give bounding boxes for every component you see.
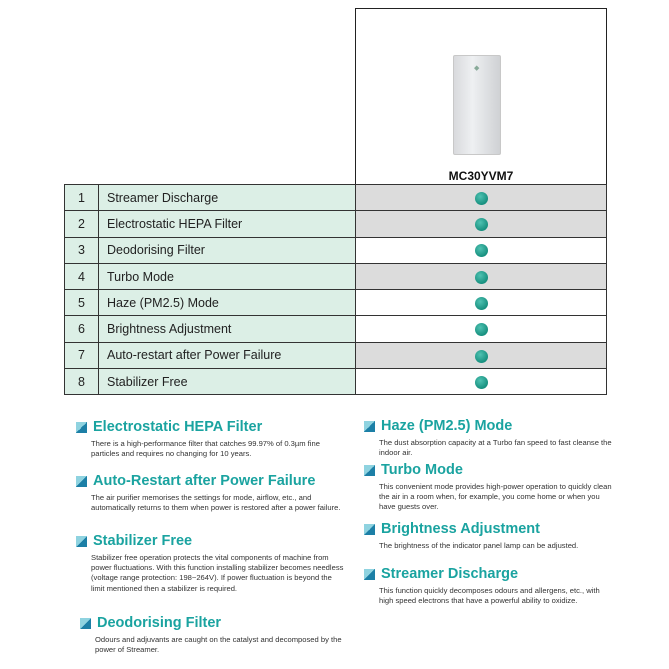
available-dot-icon xyxy=(475,192,488,205)
section-text: Stabilizer free operation protects the vital components of machine from power fluctuations. With this function installing stabilizer becomes needless (voltage range protection: 198~264V). If power fluctuation is beyond the limit mentioned then a stabilizer is required. xyxy=(91,553,344,593)
available-dot-icon xyxy=(475,350,488,363)
row-number: 1 xyxy=(65,185,99,211)
section-text: The dust absorption capacity at a Turbo fan speed to fast cleanse the indoor air. xyxy=(379,438,612,458)
feature-name: Deodorising Filter xyxy=(99,237,356,263)
row-number: 3 xyxy=(65,237,99,263)
availability-cell xyxy=(356,185,607,211)
table-row xyxy=(65,211,607,237)
section-heading xyxy=(364,462,614,478)
feature-name: Electrostatic HEPA Filter xyxy=(99,211,356,237)
section-title: Streamer Discharge xyxy=(381,566,519,582)
section-heading xyxy=(76,533,346,549)
table-row xyxy=(65,342,607,368)
row-number: 8 xyxy=(65,369,99,395)
table-row xyxy=(65,369,607,395)
row-number: 6 xyxy=(65,316,99,342)
feature-name: Haze (PM2.5) Mode xyxy=(99,290,356,316)
section-text: This function quickly decomposes odours and allergens, etc., with high speed electrons that have a powerful ability to oxidize. xyxy=(379,586,600,606)
square-bullet-icon xyxy=(364,421,375,432)
availability-cell xyxy=(356,369,607,395)
product-header xyxy=(355,8,607,185)
feature-name: Brightness Adjustment xyxy=(99,316,356,342)
row-number: 7 xyxy=(65,342,99,368)
table-row xyxy=(65,237,607,263)
section-title: Auto-Restart after Power Failure xyxy=(93,473,316,489)
section-heading xyxy=(76,473,346,489)
section-title: Electrostatic HEPA Filter xyxy=(93,419,263,435)
feature-section xyxy=(76,419,346,459)
row-number: 2 xyxy=(65,211,99,237)
section-title: Turbo Mode xyxy=(381,462,463,478)
feature-name: Stabilizer Free xyxy=(99,369,356,395)
air-purifier-image: ◆ xyxy=(453,55,501,155)
square-bullet-icon xyxy=(76,476,87,487)
available-dot-icon xyxy=(475,244,488,257)
table-row xyxy=(65,263,607,289)
section-text: The air purifier memorises the settings for mode, airflow, etc., and automatically returns to them when power is restored after a power failure. xyxy=(91,493,341,513)
feature-section xyxy=(76,473,346,513)
square-bullet-icon xyxy=(364,465,375,476)
section-text: Odours and adjuvants are caught on the catalyst and decomposed by the power of Streamer. xyxy=(95,635,342,655)
table-row xyxy=(65,290,607,316)
feature-name: Streamer Discharge xyxy=(99,185,356,211)
square-bullet-icon xyxy=(364,569,375,580)
table-row xyxy=(65,316,607,342)
section-text: There is a high-performance filter that catches 99.97% of 0.3µm fine particles and requires no changing for 10 years. xyxy=(91,439,320,459)
feature-name: Auto-restart after Power Failure xyxy=(99,342,356,368)
availability-cell xyxy=(356,263,607,289)
square-bullet-icon xyxy=(364,524,375,535)
available-dot-icon xyxy=(475,323,488,336)
row-number: 5 xyxy=(65,290,99,316)
feature-section xyxy=(76,533,346,594)
feature-section xyxy=(364,521,614,551)
available-dot-icon xyxy=(475,218,488,231)
availability-cell xyxy=(356,237,607,263)
section-heading xyxy=(80,615,350,631)
feature-name: Turbo Mode xyxy=(99,263,356,289)
availability-cell xyxy=(356,290,607,316)
feature-section xyxy=(364,462,614,513)
section-text: This convenient mode provides high-power operation to quickly clean the air in a room when, for example, you come home or when you have guests over. xyxy=(379,482,612,512)
section-text: The brightness of the indicator panel lamp can be adjusted. xyxy=(379,541,579,550)
feature-section xyxy=(364,418,614,458)
section-heading xyxy=(364,566,614,582)
availability-cell xyxy=(356,316,607,342)
square-bullet-icon xyxy=(76,536,87,547)
section-heading xyxy=(76,419,346,435)
section-heading xyxy=(364,521,614,537)
section-title: Deodorising Filter xyxy=(97,615,222,631)
feature-section xyxy=(80,615,350,655)
feature-section xyxy=(364,566,614,606)
square-bullet-icon xyxy=(76,422,87,433)
available-dot-icon xyxy=(475,271,488,284)
row-number: 4 xyxy=(65,263,99,289)
section-heading xyxy=(364,418,614,434)
square-bullet-icon xyxy=(80,618,91,629)
section-title: Brightness Adjustment xyxy=(381,521,540,537)
table-row xyxy=(65,185,607,211)
section-title: Haze (PM2.5) Mode xyxy=(381,418,513,434)
section-title: Stabilizer Free xyxy=(93,533,193,549)
available-dot-icon xyxy=(475,297,488,310)
availability-cell xyxy=(356,211,607,237)
available-dot-icon xyxy=(475,376,488,389)
feature-table xyxy=(64,184,607,395)
availability-cell xyxy=(356,342,607,368)
model-name: MC30YVM7 xyxy=(448,169,514,183)
